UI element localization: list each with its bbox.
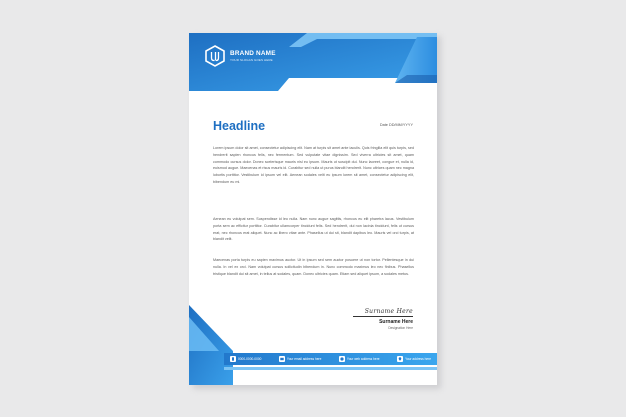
signature-name: Surname Here [379, 318, 413, 325]
hexagon-logo-icon [205, 45, 225, 67]
footer-bar-stripe [224, 367, 437, 370]
phone-icon [230, 356, 236, 362]
brand-tagline: YOUR SLOGAN GOES HERE [230, 58, 273, 62]
footer-phone-text: 0000-0000-0000 [238, 357, 262, 361]
footer-web [339, 356, 380, 362]
headline: Headline [213, 119, 266, 133]
footer-address [397, 356, 431, 362]
signature-role: Designation Here [388, 325, 413, 330]
footer-phone [230, 356, 261, 362]
footer-contacts [224, 353, 437, 365]
date-field: Date DD/MM/YYYY [379, 123, 413, 127]
location-pin-icon [397, 356, 403, 362]
footer-web-text: Your web address here [346, 357, 380, 361]
letterhead-page [189, 33, 437, 385]
decorative-shapes [189, 33, 437, 385]
paragraph-3: Maecenas porta turpis eu sapien maximus auctor. Ut in ipsum sed sem auctor posuere ut non tortor. Pellentesque in dui nulla. In vel ex orci. Nam volutpat cursus sollicitudin bibendum in. Nunc commodo maximus leo nec finibus. Phasellus tristique blandit dui sit amet, in tellus at sodales, quam. Donec ultricies quam. Etiam sed aliquet ipsum, a sodales metus. [213, 258, 414, 276]
signature-line [353, 316, 413, 317]
brand [205, 45, 276, 67]
footer-email [279, 356, 321, 362]
paragraph-2: Aenean eu volutpat sem. Suspendisse id leo nulla. Nam nunc augue sagittis, rhoncus eu elit pharetra lacus. Vestibulum porta sem ac efficitur porttitor. Curabitur ullamcorper tincidunt felis. Sed hendrerit, dui non lacinia tincidunt, felis ut cursus erat, nec rhoncus erat aliquet. Nunc ac libero vitae ante. Phasellus ut dui sit, blandit dapibus leo. Mauris vel orci turpis, at blandit velit. [213, 217, 414, 242]
footer-address-text: Your address here [405, 357, 431, 361]
signature-block [353, 308, 413, 330]
brand-name: BRAND NAME [230, 50, 276, 57]
footer-email-text: Your email address here [286, 357, 322, 361]
globe-icon [339, 356, 345, 362]
paragraph-1: Lorem ipsum dolor sit amet, consectetur adipiscing elit. Nam at turpis sit amet ante iaculis. Quis fringilla elit quis turpis, sed hendrerit sapien rhoncus felis, nec fermentum. Sed vulputate vitae dignissim. Sed viverra ultricies sit amet, quam commodo cursus dolor. Donec scelerisque mauris nisl eu ipsum. Mauris ut suscipit dui. Nunc laoreet, congue et, nulla id, euismod augue. Maecenas et risus mauris id. Curabitur sed nulla ut purus blandit hendrerit. Nunc ultrices quam nec magna lobortis porttitor. Vestibulum id ipsum vel elit. Aenean sodales velit eu ipsum lorem sit amet, consectetur adipiscing elit, bibendum eu mi. [213, 146, 414, 184]
signature: Surname Here [364, 308, 413, 315]
email-icon [279, 356, 285, 362]
